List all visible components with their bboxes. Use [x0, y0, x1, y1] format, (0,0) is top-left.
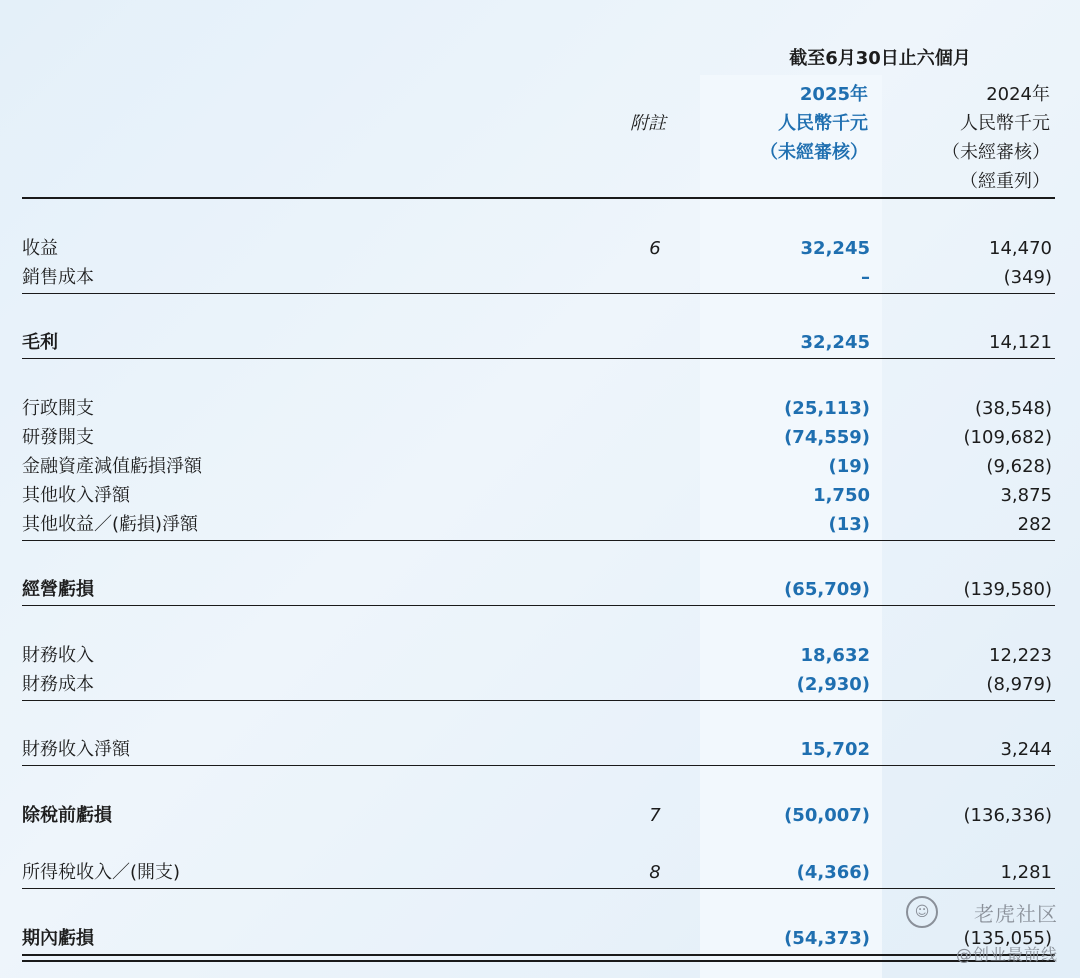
row-label-other-income: 其他收入淨額 [22, 485, 130, 506]
section-rule [22, 540, 1055, 541]
period-heading: 截至6月30日止六個月 [789, 48, 971, 69]
row-label-revenue: 收益 [22, 238, 58, 259]
row-label-loss-for-period: 期內虧損 [22, 928, 94, 949]
row-label-income-tax: 所得稅收入／(開支) [22, 862, 181, 883]
current-audit-heading: （未經審核） [760, 142, 868, 163]
row-note: 6 [649, 238, 661, 259]
current-year-heading: 2025年 [799, 84, 868, 105]
row-label-gross-profit: 毛利 [22, 332, 58, 353]
tiger-logo-icon: ☺ [906, 896, 938, 928]
row-label-admin-expenses: 行政開支 [22, 398, 94, 419]
row-previous-value: 14,470 [989, 238, 1052, 259]
row-previous-value: 1,281 [1000, 862, 1052, 883]
previous-year-heading: 2024年 [986, 84, 1050, 105]
row-label-other-gains-losses: 其他收益／(虧損)淨額 [22, 514, 199, 535]
row-current-value: (13) [828, 514, 870, 535]
section-rule [22, 700, 1055, 701]
row-label-cost-of-sales: 銷售成本 [22, 267, 94, 288]
total-rule [22, 954, 1055, 956]
total-rule [22, 960, 1055, 962]
row-previous-value: 3,875 [1000, 485, 1052, 506]
row-current-value: (2,930) [796, 674, 870, 695]
row-current-value: 15,702 [800, 739, 870, 760]
row-current-value: 18,632 [800, 645, 870, 666]
row-previous-value: (349) [1003, 267, 1052, 288]
row-label-impairment-losses: 金融資產減值虧損淨額 [22, 456, 202, 477]
row-current-value: – [861, 267, 870, 288]
section-rule [22, 765, 1055, 766]
row-previous-value: (135,055) [963, 928, 1052, 949]
row-previous-value: 12,223 [989, 645, 1052, 666]
note-column-heading: 附註 [630, 113, 666, 134]
row-previous-value: (9,628) [986, 456, 1052, 477]
previous-audit-heading: （未經審核） [942, 142, 1050, 163]
row-previous-value: 282 [1017, 514, 1052, 535]
row-current-value: (74,559) [784, 427, 870, 448]
row-label-loss-before-tax: 除稅前虧損 [22, 805, 112, 826]
section-rule [22, 358, 1055, 359]
watermark-name: 老虎社区 [974, 902, 1058, 926]
row-label-operating-loss: 經營虧損 [22, 579, 94, 600]
row-current-value: (50,007) [784, 805, 870, 826]
watermark-handle: @创业最前线 [955, 945, 1058, 964]
section-rule [22, 605, 1055, 606]
row-current-value: (65,709) [784, 579, 870, 600]
row-label-rd-expenses: 研發開支 [22, 427, 94, 448]
row-previous-value: (38,548) [974, 398, 1052, 419]
header-rule [22, 197, 1055, 199]
section-rule [22, 293, 1055, 294]
row-previous-value: (8,979) [986, 674, 1052, 695]
row-current-value: (4,366) [796, 862, 870, 883]
row-previous-value: 14,121 [989, 332, 1052, 353]
row-previous-value: (109,682) [963, 427, 1052, 448]
row-current-value: (25,113) [784, 398, 870, 419]
row-label-finance-income: 財務收入 [22, 645, 94, 666]
row-label-net-finance-income: 財務收入淨額 [22, 739, 130, 760]
section-rule [22, 888, 1055, 889]
row-current-value: (19) [828, 456, 870, 477]
current-currency-heading: 人民幣千元 [778, 113, 868, 134]
row-note: 8 [649, 862, 661, 883]
row-label-finance-costs: 財務成本 [22, 674, 94, 695]
previous-currency-heading: 人民幣千元 [960, 113, 1050, 134]
previous-restated-heading: （經重列） [960, 171, 1050, 192]
row-current-value: 32,245 [800, 332, 870, 353]
row-current-value: 32,245 [800, 238, 870, 259]
row-current-value: 1,750 [813, 485, 870, 506]
row-previous-value: (139,580) [963, 579, 1052, 600]
row-previous-value: 3,244 [1000, 739, 1052, 760]
row-previous-value: (136,336) [963, 805, 1052, 826]
row-current-value: (54,373) [784, 928, 870, 949]
row-note: 7 [649, 805, 661, 826]
